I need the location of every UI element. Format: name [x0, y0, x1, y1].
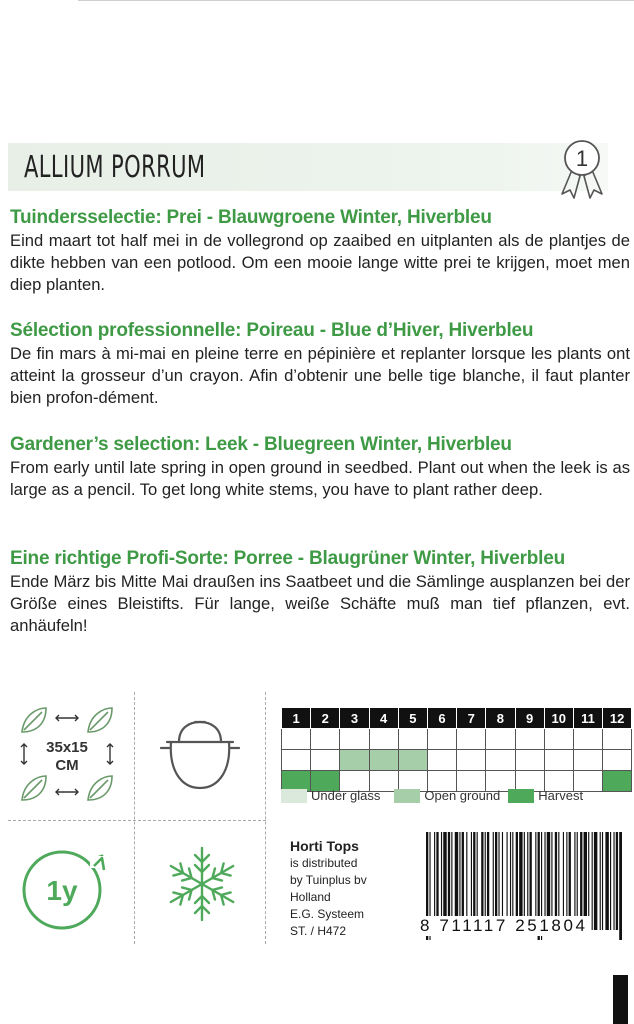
calendar-under-glass-cell: [486, 729, 515, 750]
pot-icon: [155, 712, 245, 802]
barcode-bar: [592, 832, 593, 930]
sowing-calendar: [281, 707, 632, 792]
calendar-month-cell: 6: [427, 708, 456, 729]
barcode-bar: [594, 832, 597, 930]
barcode-bar: [600, 832, 601, 930]
calendar-month-row: [282, 708, 632, 729]
calendar-harvest-cell: [603, 771, 632, 792]
section-body: De fin mars à mi-mai en pleine terre en pépinière et replanter lorsque les plants ont atteint la grosseur d’un crayon. Afin d’obtenir une belle tige blanche, il faut planter bien profon-dément.: [10, 344, 630, 407]
distributor-line: Holland: [290, 890, 331, 904]
calendar-open-ground-cell: [427, 750, 456, 771]
section-heading: Gardener’s selection: Leek - Bluegreen Winter, Hiverbleu: [10, 434, 512, 455]
calendar-open-ground-cell: [573, 750, 602, 771]
legend-harvest-label: Harvest: [538, 788, 584, 803]
distributor-info: [290, 838, 367, 940]
species-title: ALLIUM PORRUM: [24, 150, 206, 185]
section-en: [10, 434, 630, 501]
calendar-under-glass-row: [282, 729, 632, 750]
calendar-under-glass-cell: [457, 729, 486, 750]
distributor-line: ST. / H472: [290, 924, 347, 938]
calendar-month-cell: 9: [515, 708, 544, 729]
calendar-open-ground-cell: [457, 750, 486, 771]
icon-divider: [8, 820, 266, 821]
calendar-under-glass-cell: [340, 729, 369, 750]
section-body: Ende März bis Mitte Mai draußen ins Saatbeet und die Sämlinge ausplanzen bei der Größe eines Bleistifts. Für lange, weiße Schäfte muß man tief pflanzen, evt. anhäufeln!: [10, 572, 630, 635]
calendar-legend: [281, 788, 589, 803]
icon-divider: [265, 692, 266, 944]
calendar-open-ground-cell: [398, 750, 427, 771]
calendar-month-cell: 8: [486, 708, 515, 729]
calendar-open-ground-row: [282, 750, 632, 771]
section-heading: Eine richtige Profi-Sorte: Porree - Blaugrüner Winter, Hiverbleu: [10, 548, 566, 569]
section-heading: Sélection professionnelle: Poireau - Blue d’Hiver, Hiverbleu: [10, 320, 534, 341]
barcode-bar: [619, 832, 622, 940]
calendar-month-cell: 10: [544, 708, 573, 729]
print-edge-mark: [613, 975, 628, 1024]
lifecycle-label: 1y: [46, 875, 78, 906]
calendar-under-glass-cell: [515, 729, 544, 750]
barcode-bar: [610, 832, 611, 930]
calendar-under-glass-cell: [369, 729, 398, 750]
brand-name: Horti Tops: [290, 838, 359, 854]
calendar-open-ground-cell: [340, 750, 369, 771]
calendar-open-ground-cell: [369, 750, 398, 771]
barcode-bar: [613, 832, 614, 930]
legend-under-glass-swatch: [281, 789, 307, 803]
cycle-icon: [14, 838, 114, 938]
section-nl: [10, 207, 630, 296]
calendar-open-ground-cell: [603, 750, 632, 771]
calendar-under-glass-cell: [427, 729, 456, 750]
calendar-open-ground-cell: [282, 750, 311, 771]
icon-divider: [134, 692, 135, 944]
calendar-month-cell: 5: [398, 708, 427, 729]
calendar-month-cell: 3: [340, 708, 369, 729]
section-heading: Tuindersselectie: Prei - Blauwgroene Winter, Hiverbleu: [10, 207, 492, 228]
top-divider: [78, 0, 634, 1]
section-de: [10, 548, 630, 637]
calendar-month-cell: 4: [369, 708, 398, 729]
calendar-open-ground-cell: [515, 750, 544, 771]
calendar-month-cell: 7: [457, 708, 486, 729]
spacing-value: 35x15: [46, 739, 88, 756]
award-ribbon-icon: [554, 136, 610, 200]
calendar-open-ground-cell: [486, 750, 515, 771]
rank-number: 1: [575, 146, 589, 171]
calendar-under-glass-cell: [544, 729, 573, 750]
legend-open-ground-label: Open ground: [424, 788, 501, 803]
section-fr: [10, 320, 630, 409]
barcode-digits: 8 711117 251804: [420, 916, 588, 935]
legend-under-glass-label: Under glass: [311, 788, 381, 803]
calendar-month-cell: 1: [282, 708, 311, 729]
distributor-line: is distributed: [290, 856, 358, 870]
barcode-bar: [602, 832, 603, 930]
distributor-line: E.G. Systeem: [290, 907, 365, 921]
calendar-open-ground-cell: [544, 750, 573, 771]
calendar-under-glass-cell: [311, 729, 340, 750]
legend-harvest-swatch: [508, 789, 534, 803]
distributor-line: by Tuinplus bv: [290, 873, 367, 887]
legend-open-ground-swatch: [394, 789, 420, 803]
section-body: Eind maart tot half mei in de vollegrond op zaaibed en uitplanten als de plantjes de dikte hebben van een potlood. Om een mooie lange witte prei te krijgen, moet men diep planten.: [10, 231, 630, 294]
spacing-unit: CM: [55, 757, 79, 774]
calendar-month-cell: 2: [311, 708, 340, 729]
calendar-month-cell: 11: [573, 708, 602, 729]
spacing-icon: [12, 700, 124, 812]
calendar-under-glass-cell: [573, 729, 602, 750]
calendar-under-glass-cell: [398, 729, 427, 750]
calendar-month-cell: 12: [603, 708, 632, 729]
calendar-under-glass-cell: [603, 729, 632, 750]
section-body: From early until late spring in open ground in seedbed. Plant out when the leek is as large as a pencil. To get long white stems, you have to plant rather deep.: [10, 458, 630, 499]
calendar-under-glass-cell: [282, 729, 311, 750]
snowflake-icon: [160, 842, 244, 926]
calendar-open-ground-cell: [311, 750, 340, 771]
barcode-bar: [616, 832, 618, 930]
barcode-bar: [605, 832, 608, 930]
